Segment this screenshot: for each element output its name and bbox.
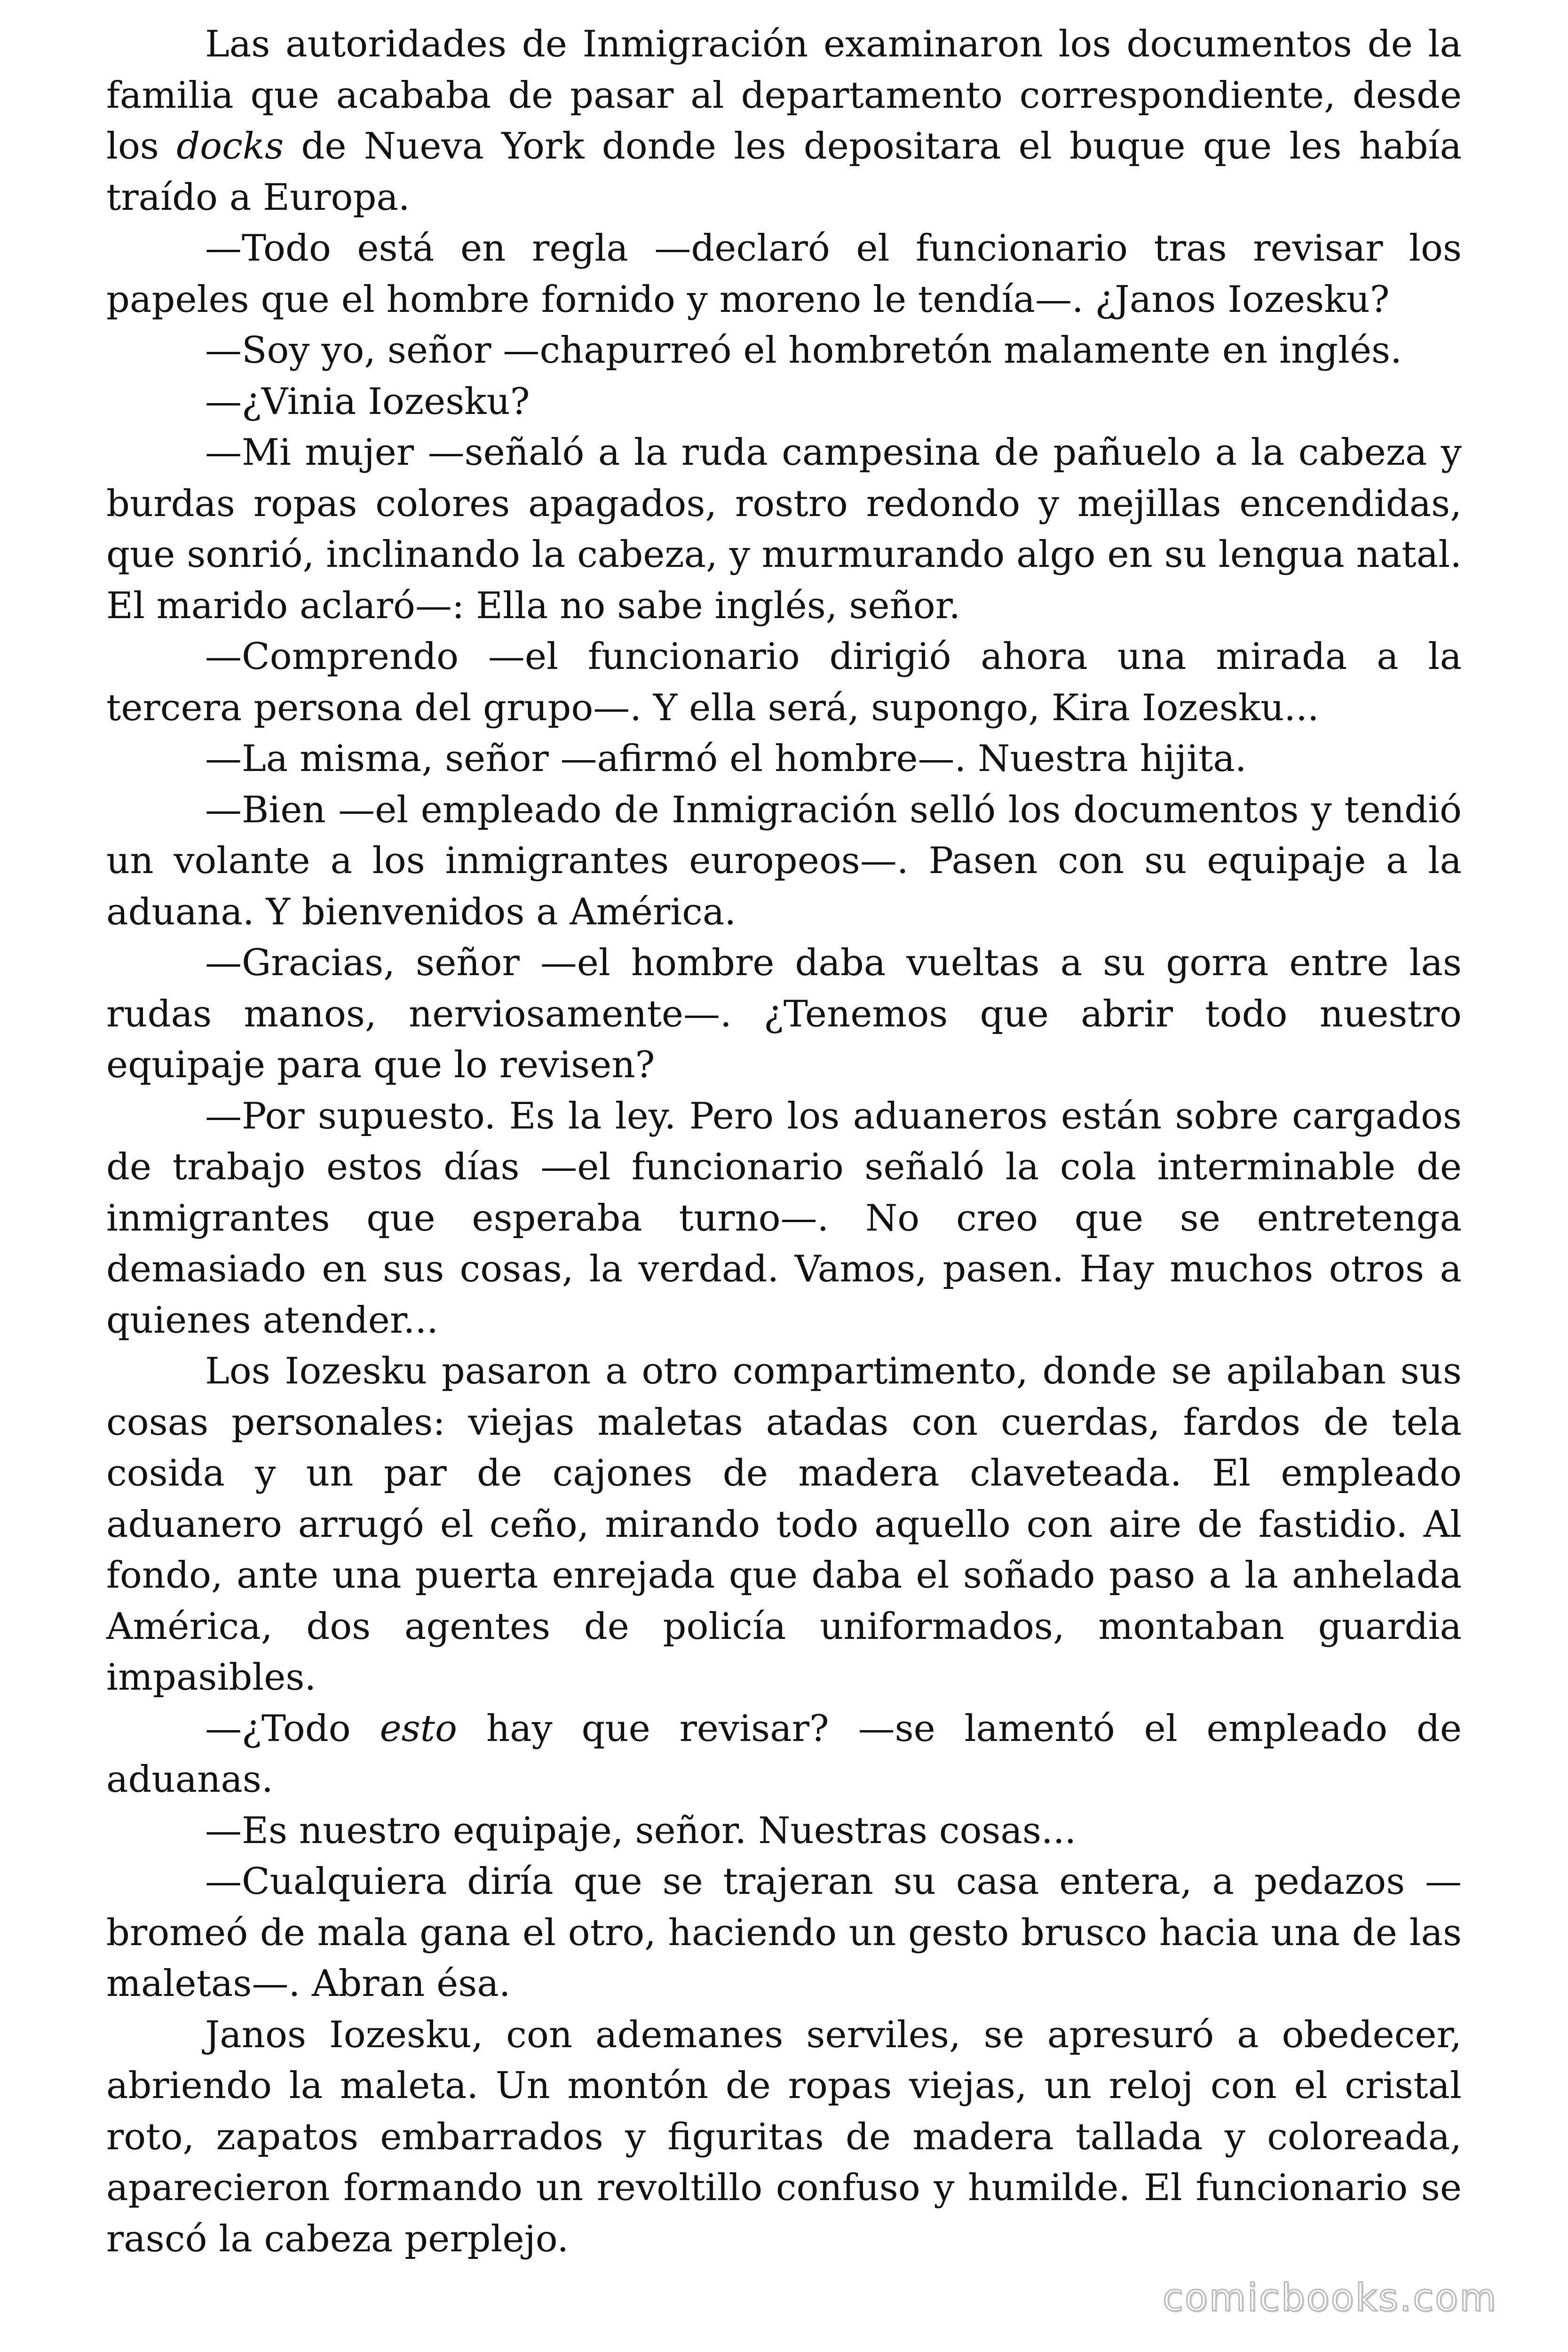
- text-run: —¿Todo: [205, 1707, 380, 1750]
- text-run: —Comprendo —el funcionario dirigió ahora una mirada a la tercera persona del grupo—. Y ella será, supongo, Kira Iozesku...: [106, 636, 1462, 729]
- italic-text: esto: [380, 1707, 457, 1750]
- text-run: Janos Iozesku, con ademanes serviles, se apresuró a obedecer, abriendo la maleta. Un montón de ropas viejas, un reloj con el cristal roto, zapatos embarrados y figuritas de madera tallada y coloreada, aparecieron formando un revoltillo confuso y humilde. El funcionario se rascó la cabeza perplejo.: [106, 2013, 1462, 2260]
- paragraph: [106, 1856, 1462, 2010]
- text-run: —Todo está en regla —declaró el funcionario tras revisar los papeles que el hombre fornido y moreno le tendía—. ¿Janos Iozesku?: [106, 227, 1462, 321]
- text-run: —Gracias, señor —el hombre daba vueltas a su gorra entre las rudas manos, nerviosamente—. ¿Tenemos que abrir todo nuestro equipaje para que lo revisen?: [106, 942, 1462, 1086]
- text-run: —Es nuestro equipaje, señor. Nuestras cosas...: [205, 1809, 1077, 1852]
- paragraph: [106, 325, 1462, 376]
- text-run: —Cualquiera diría que se trajeran su casa entera, a pedazos —bromeó de mala gana el otro, haciendo un gesto brusco hacia una de las maletas—. Abran ésa.: [106, 1860, 1462, 2005]
- text-run: Las autoridades de Inmigración examinaron los documentos de la familia que acababa de pasar al departamento correspondiente, desde los: [106, 23, 1462, 167]
- text-run: de Nueva York donde les depositara el buque que les había traído a Europa.: [106, 125, 1462, 219]
- paragraph: [106, 427, 1462, 631]
- paragraph: [106, 19, 1462, 223]
- watermark-logo: comicbooks.com: [1162, 2276, 1497, 2320]
- text-run: —Bien —el empleado de Inmigración selló los documentos y tendió un volante a los inmigrantes europeos—. Pasen con su equipaje a la aduana. Y bienvenidos a América.: [106, 788, 1462, 933]
- text-body: [106, 19, 1462, 2265]
- text-run: —Por supuesto. Es la ley. Pero los aduaneros están sobre cargados de trabajo estos días —el funcionario señaló la cola interminable de inmigrantes que esperaba turno—. No creo que se entretenga demasiado en sus cosas, la verdad. Vamos, pasen. Hay muchos otros a quienes atender...: [106, 1095, 1462, 1342]
- paragraph: [106, 2010, 1462, 2265]
- paragraph: [106, 1346, 1462, 1703]
- book-page: [106, 19, 1462, 2267]
- paragraph: [106, 733, 1462, 785]
- text-run: hay que revisar? —se lamentó el empleado de aduanas.: [106, 1707, 1462, 1801]
- text-run: Los Iozesku pasaron a otro compartimento, donde se apilaban sus cosas personales: viejas maletas atadas con cuerdas, fardos de tela cosida y un par de cajones de madera claveteada. El empleado aduanero arrugó el ceño, mirando todo aquello con aire de fastidio. Al fondo, ante una puerta enrejada que daba el soñado paso a la anhelada América, dos agentes de policía uniformados, montaban guardia impasibles.: [106, 1350, 1462, 1699]
- paragraph: [106, 785, 1462, 938]
- paragraph: [106, 376, 1462, 428]
- text-run: —Mi mujer —señaló a la ruda campesina de pañuelo a la cabeza y burdas ropas colores apagados, rostro redondo y mejillas encendidas, que sonrió, inclinando la cabeza, y murmurando algo en su lengua natal. El marido aclaró—: Ella no sabe inglés, señor.: [106, 431, 1462, 627]
- text-run: —La misma, señor —afirmó el hombre—. Nuestra hijita.: [205, 738, 1247, 780]
- italic-text: docks: [176, 125, 284, 167]
- paragraph: [106, 938, 1462, 1091]
- paragraph: [106, 1703, 1462, 1805]
- paragraph: [106, 631, 1462, 733]
- text-run: —Soy yo, señor —chapurreó el hombretón malamente en inglés.: [205, 329, 1402, 372]
- paragraph: [106, 223, 1462, 325]
- paragraph: [106, 1091, 1462, 1346]
- paragraph: [106, 1805, 1462, 1857]
- text-run: —¿Vinia Iozesku?: [205, 380, 530, 423]
